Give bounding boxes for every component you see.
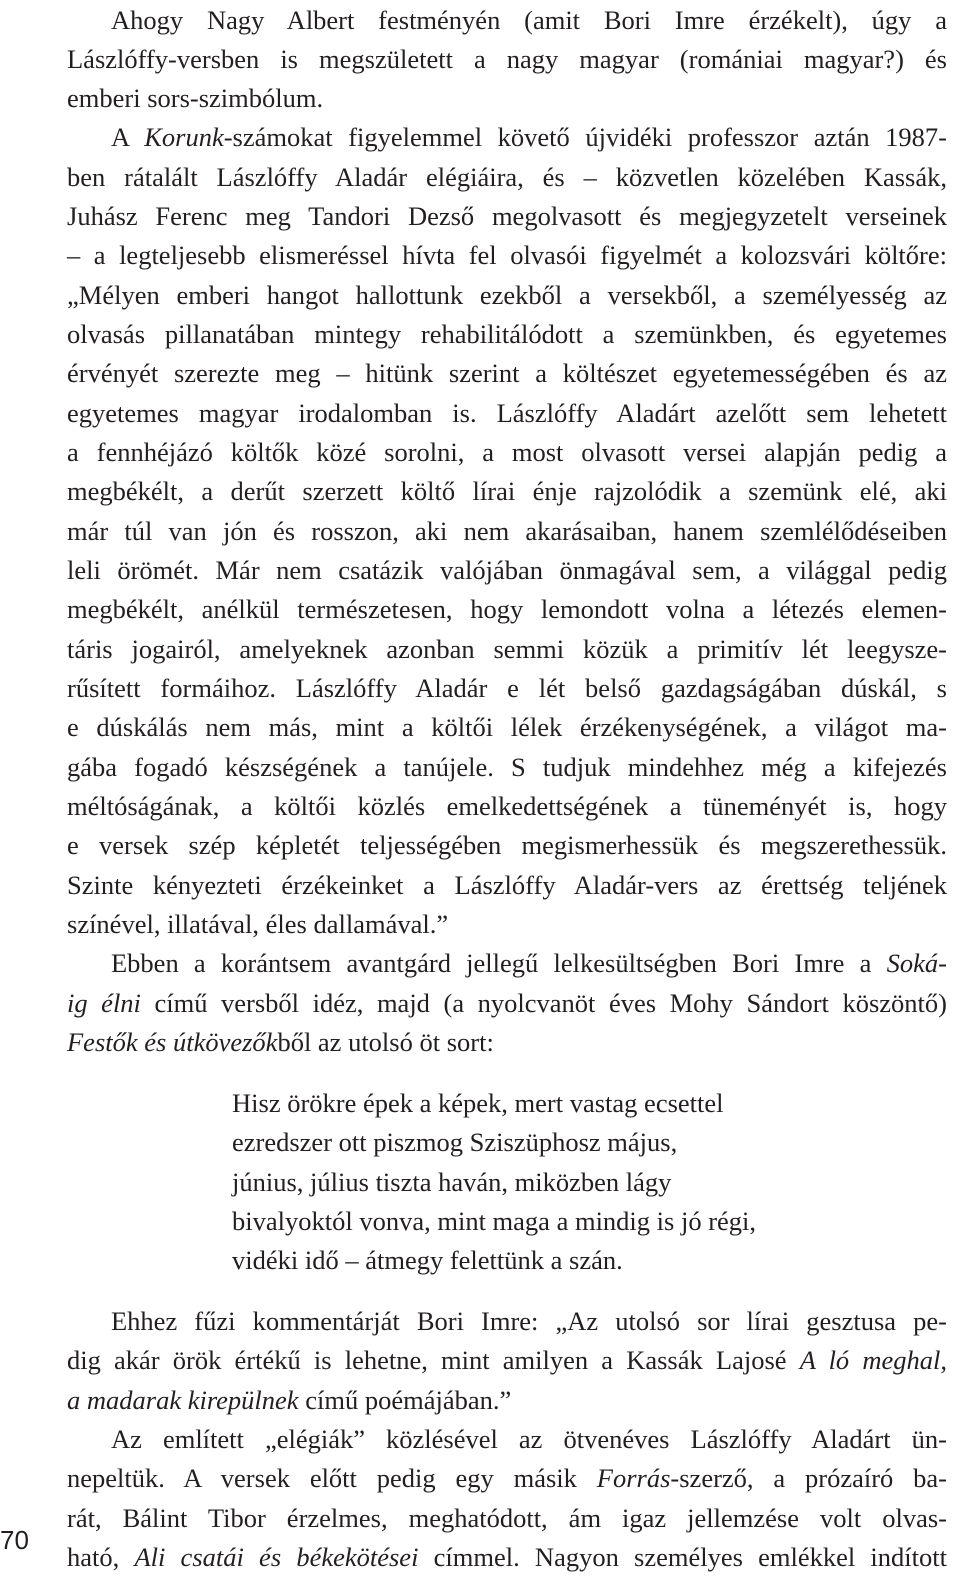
text-span: méltóságának, a költői közlés emelkedettségének a tüneményét is, hogy <box>67 791 947 821</box>
text-span: Lászlóffy-versben is megszületett a nagy magyar (romániai magyar?) és <box>67 44 947 74</box>
text-span: -számokat figyelemmel követő újvidéki professzor aztán 1987- <box>223 122 947 152</box>
text-line <box>67 433 947 472</box>
poem-line <box>232 1241 932 1280</box>
text-line <box>111 118 947 157</box>
text-line <box>111 1302 947 1341</box>
text-span: olvasás pillanatában mintegy rehabilitálódott a szemünkben, és egyetemes <box>67 319 947 349</box>
text-span: már túl van jón és rosszon, aki nem akarásaiban, hanem szemlélődéseiben <box>67 516 947 546</box>
text-line <box>67 40 947 79</box>
text-span: megbékélt, a derűt szerzett költő lírai énje rajzolódik a szemünk elé, aki <box>67 476 947 506</box>
text-line <box>67 826 947 865</box>
poem-line <box>232 1123 932 1162</box>
text-span: rűsített formáihoz. Lászlóffy Aladár e lét belső gazdagságában dúskál, s <box>67 673 947 703</box>
text-span: Ebben a korántsem avantgárd jellegű lelkesültségben Bori Imre a <box>111 948 887 978</box>
text-span: gába fogadó készségének a tanújele. S tudjuk mindehhez még a kifejezés <box>67 752 947 782</box>
text-span: vidéki idő – átmegy felettünk a szán. <box>232 1245 623 1275</box>
text-line <box>67 551 947 590</box>
text-line <box>67 1499 947 1538</box>
text-line <box>67 315 947 354</box>
text-line <box>111 1420 947 1459</box>
text-line <box>67 708 947 747</box>
text-line <box>67 236 947 275</box>
text-line <box>67 276 947 315</box>
text-line <box>67 630 947 669</box>
italic-title: Korunk <box>144 122 224 152</box>
text-span: dig akár örök értékű is lehetne, mint amilyen a Kassák Lajosé <box>67 1345 800 1375</box>
text-line <box>67 197 947 236</box>
text-span: egyetemes magyar irodalomban is. Lászlóffy Aladárt azelőtt sem lehetett <box>67 398 947 428</box>
italic-title: ig élni <box>67 988 141 1018</box>
poem-line <box>232 1163 932 1202</box>
text-line <box>67 590 947 629</box>
text-span: bivalyoktól vonva, mint maga a mindig is jó régi, <box>232 1206 757 1236</box>
text-line <box>67 394 947 433</box>
text-span: színével, illatával, éles dallamával.” <box>67 909 449 939</box>
text-span: rát, Bálint Tibor érzelmes, meghatódott, ám igaz jellemzése volt olvas- <box>67 1503 947 1533</box>
text-line <box>67 79 947 118</box>
text-line <box>67 669 947 708</box>
text-line <box>67 1538 947 1577</box>
text-span: „Mélyen emberi hangot hallottunk ezekből a versekből, a személyesség az <box>67 280 947 310</box>
text-line <box>67 866 947 905</box>
text-line <box>67 905 947 944</box>
text-span: leli örömét. Már nem csatázik valójában önmagával sem, a világgal pedig <box>67 555 947 585</box>
text-line <box>67 1381 947 1420</box>
text-span: Ahogy Nagy Albert festményén (amit Bori Imre érzékelt), úgy a <box>111 5 947 35</box>
text-span: Hisz örökre épek a képek, mert vastag ecsettel <box>232 1088 724 1118</box>
text-span: táris jogairól, amelyeknek azonban semmi közük a primitív lét leegysze- <box>67 634 947 664</box>
text-span: megbékélt, anélkül természetesen, hogy lemondott volna a létezés elemen- <box>67 594 947 624</box>
text-span: A <box>111 122 145 152</box>
text-span: Juhász Ferenc meg Tandori Dezső megolvasott és megjegyzetelt verseinek <box>67 201 947 231</box>
text-span: érvényét szerezte meg – hitünk szerint a költészet egyetemességében és az <box>67 358 947 388</box>
text-line <box>67 1341 947 1380</box>
text-span: e dúskálás nem más, mint a költői lélek érzékenységének, a világot ma- <box>67 712 947 742</box>
text-span: ezredszer ott piszmog Sziszüphosz május, <box>232 1127 678 1157</box>
text-line <box>67 748 947 787</box>
page-number: 70 <box>0 1525 29 1555</box>
text-span: ható, <box>67 1542 135 1572</box>
text-span: a fennhéjázó költők közé sorolni, a most olvasott versei alapján pedig a <box>67 437 947 467</box>
text-line <box>67 984 947 1023</box>
text-line <box>67 512 947 551</box>
text-line <box>111 1 947 40</box>
text-span: Ehhez fűzi kommentárját Bori Imre: „Az utolsó sor lírai gesztusa pe- <box>111 1306 947 1336</box>
text-line <box>67 158 947 197</box>
text-line <box>67 354 947 393</box>
text-span: Szinte kényezteti érzékeinket a Lászlóffy Aladár-vers az érettség teljének <box>67 870 947 900</box>
text-span: június, július tiszta haván, miközben lágy <box>232 1167 672 1197</box>
text-line <box>67 1459 947 1498</box>
text-span: ből az utolsó öt sort: <box>277 1027 494 1057</box>
text-line <box>111 944 947 983</box>
italic-title: Forrás <box>596 1463 671 1493</box>
italic-title: Ali csatái és békekötései <box>134 1542 419 1572</box>
text-span: – a legteljesebb elismeréssel hívta fel olvasói figyelmét a kolozsvári költőre: <box>67 240 947 270</box>
text-span: ben rátalált Lászlóffy Aladár elégiáira, és – közvetlen közelében Kassák, <box>67 162 947 192</box>
text-line <box>67 1023 947 1062</box>
text-span: e versek szép képletét teljességében megismerhessük és megszerethessük. <box>67 830 947 860</box>
text-span: nepeltük. A versek előtt pedig egy másik <box>67 1463 597 1493</box>
text-span: emberi sors-szimbólum. <box>67 83 324 113</box>
italic-title: Festők és útkövezők <box>67 1027 278 1057</box>
italic-title: A ló meghal, <box>799 1345 947 1375</box>
text-span: című poémájában.” <box>298 1385 512 1415</box>
italic-title: Soká- <box>886 948 947 978</box>
text-span: Az említett „elégiák” közlésével az ötvenéves Lászlóffy Aladárt ün- <box>111 1424 947 1454</box>
text-span: -szerző, a prózaíró ba- <box>670 1463 947 1493</box>
poem-line <box>232 1202 932 1241</box>
text-span: címmel. Nagyon személyes emlékkel indított <box>418 1542 947 1572</box>
poem-line <box>232 1084 932 1123</box>
italic-title: a madarak kirepülnek <box>67 1385 299 1415</box>
text-line <box>67 787 947 826</box>
text-line <box>67 472 947 511</box>
text-span: című versből idéz, majd (a nyolcvanöt éves Mohy Sándort köszöntő) <box>140 988 947 1018</box>
